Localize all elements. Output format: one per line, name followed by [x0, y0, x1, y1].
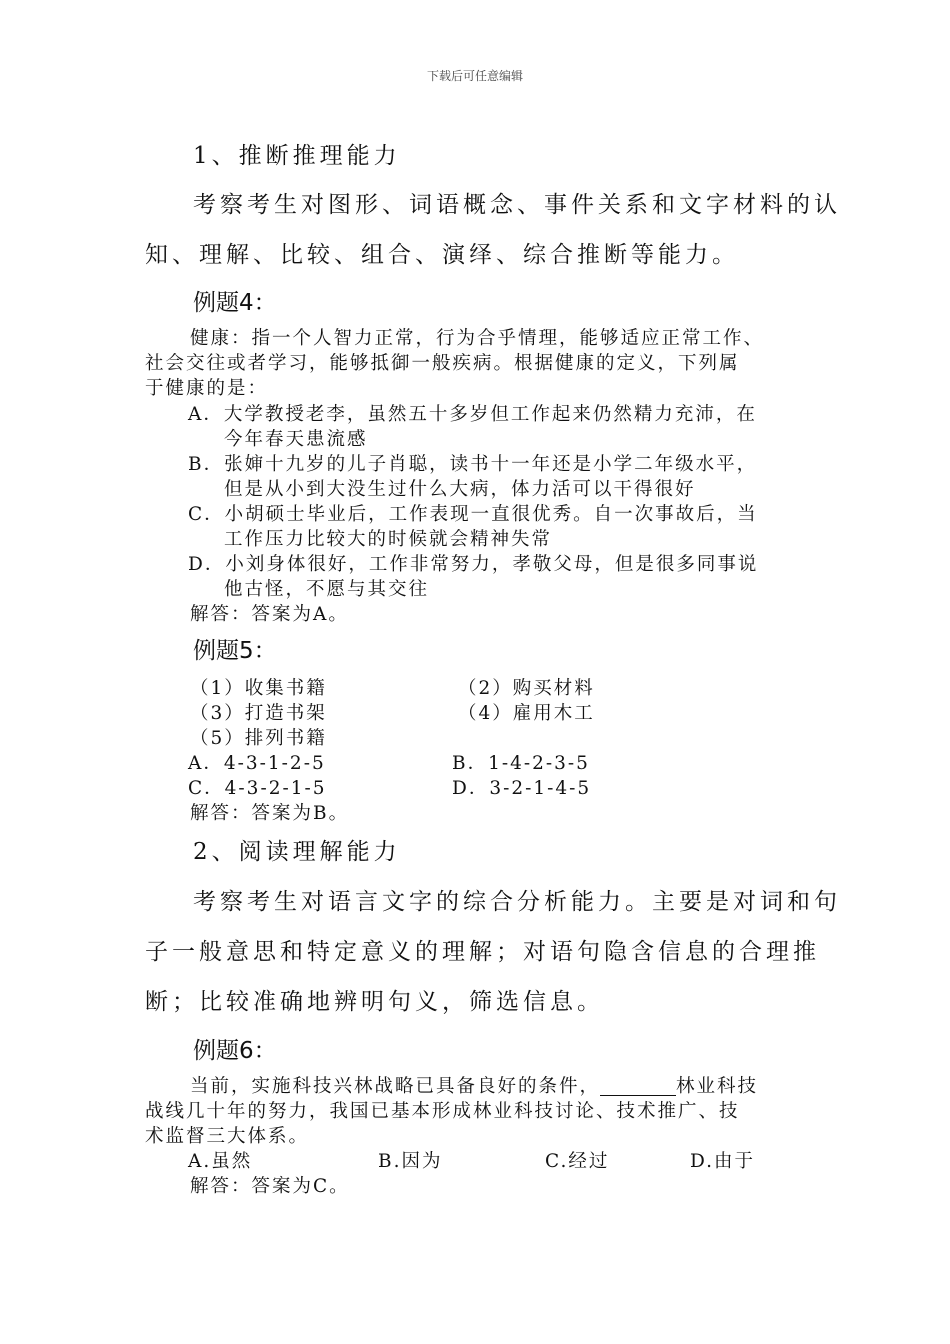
page-header: 下载后可任意编辑 [426, 69, 523, 83]
example-4-option-d-line-1: D．小刘身体很好，工作非常努力，孝敬父母，但是很多同事说 [188, 554, 759, 575]
example-4-option-c-line-2: 工作压力比较大的时候就会精神失常 [224, 529, 553, 550]
section-1-heading: 1、推断推理能力 [193, 143, 401, 169]
example-4-answer: 解答：答案为A。 [190, 604, 349, 625]
example-4-option-a-line-1: A．大学教授老李，虽然五十多岁但工作起来仍然精力充沛，在 [188, 404, 757, 425]
example-4-option-a-line-2: 今年春天患流感 [224, 429, 368, 450]
example-4-question-line-2: 社会交往或者学习，能够抵御一般疾病。根据健康的定义，下列属 [145, 353, 740, 374]
example-6-question-line-3: 术监督三大体系。 [145, 1126, 310, 1147]
example-5-option-c: C．4-3-2-1-5 [188, 778, 327, 799]
example-4-option-c-line-1: C．小胡硕士毕业后，工作表现一直很优秀。自一次事故后，当 [188, 504, 758, 525]
fill-in-blank [600, 1077, 676, 1096]
example-5-item-4: （4）雇用木工 [458, 703, 595, 724]
example-5-option-b: B．1-4-2-3-5 [452, 753, 590, 774]
example-6-option-c: C.经过 [545, 1151, 610, 1172]
example-6-option-d: D.由于 [690, 1151, 756, 1172]
example-6-question-line-2: 战线几十年的努力，我国已基本形成林业科技讨论、技术推广、技 [145, 1101, 740, 1122]
example-5-item-1: （1）收集书籍 [190, 678, 327, 699]
example-6-question-line-1 [190, 1072, 758, 1098]
example-5-title: 例题5： [193, 638, 277, 664]
section-2-desc-line-2: 子一般意思和特定意义的理解；对语句隐含信息的合理推 [145, 939, 820, 965]
section-1-desc-line-2: 知、理解、比较、组合、演绎、综合推断等能力。 [145, 242, 739, 268]
example-6-question-start: 当前，实施科技兴林战略已具备良好的条件， [190, 1076, 601, 1097]
example-4-title: 例题4： [193, 290, 277, 316]
example-6-question-end: 林业科技 [676, 1076, 759, 1097]
example-4-option-b-line-1: B．张婶十九岁的儿子肖聪，读书十一年还是小学二年级水平， [188, 454, 758, 475]
example-4-question-line-3: 于健康的是： [145, 378, 269, 399]
example-5-item-5: （5）排列书籍 [190, 728, 327, 749]
example-5-item-3: （3）打造书架 [190, 703, 327, 724]
example-4-question-line-1: 健康：指一个人智力正常，行为合乎情理，能够适应正常工作、 [190, 328, 765, 349]
example-6-title: 例题6： [193, 1038, 277, 1064]
section-2-desc-line-1: 考察考生对语言文字的综合分析能力。主要是对词和句 [193, 889, 841, 915]
example-4-option-b-line-2: 但是从小到大没生过什么大病，体力活可以干得很好 [224, 479, 696, 500]
section-2-heading: 2、阅读理解能力 [193, 839, 401, 865]
example-6-option-b: B.因为 [378, 1151, 443, 1172]
example-6-answer: 解答：答案为C。 [190, 1176, 350, 1197]
section-2-desc-line-3: 断；比较准确地辨明句义，筛选信息。 [145, 989, 604, 1015]
example-5-answer: 解答：答案为B。 [190, 803, 350, 824]
example-4-option-d-line-2: 他古怪，不愿与其交往 [224, 579, 430, 600]
example-5-option-d: D．3-2-1-4-5 [452, 778, 592, 799]
example-5-option-a: A．4-3-1-2-5 [188, 753, 326, 774]
section-1-desc-line-1: 考察考生对图形、词语概念、事件关系和文字材料的认 [193, 192, 841, 218]
example-6-option-a: A.虽然 [188, 1151, 253, 1172]
example-5-item-2: （2）购买材料 [458, 678, 595, 699]
